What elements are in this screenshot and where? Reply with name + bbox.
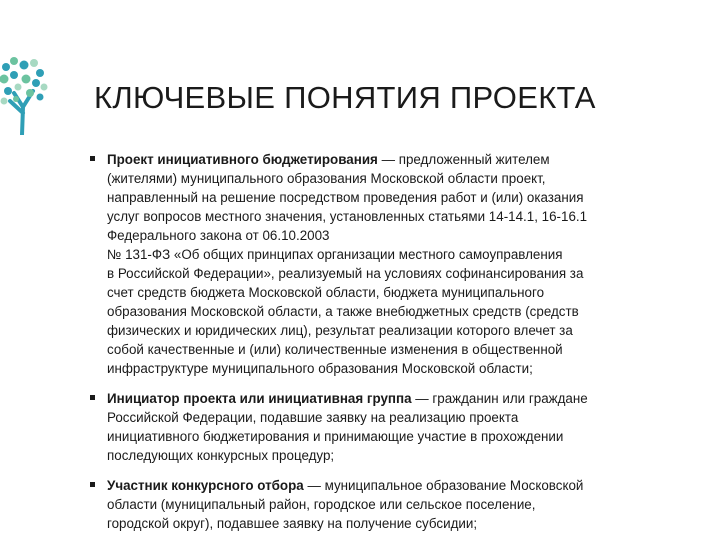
definition-line: городской округ), подавшее заявку на получение субсидии;: [107, 516, 478, 531]
bullet-marker: [90, 395, 95, 400]
definition-line: образования Московской области, а также внебюджетных средств (средств: [107, 304, 579, 319]
definitions-list: [88, 150, 688, 533]
term-label: Проект инициативного бюджетирования: [107, 152, 378, 167]
definition-line: счет средств бюджета Московской области, бюджета муниципального: [107, 285, 545, 300]
definition-line: № 131-ФЗ «Об общих принципах организации местного самоуправления: [107, 247, 563, 262]
page-title: КЛЮЧЕВЫЕ ПОНЯТИЯ ПРОЕКТА: [94, 80, 596, 115]
list-item-participant-definition: [88, 476, 688, 533]
list-item-project-definition: [88, 150, 688, 378]
definition-text: — предложенный жителем: [377, 152, 550, 167]
definition-line: инициативного бюджетирования и принимающие участие в прохождении: [107, 429, 564, 444]
definition-text: — муниципальное образование Московской: [303, 478, 584, 493]
bullet-marker: [90, 482, 95, 487]
definition-line: (жителями) муниципального образования Московской области проект,: [107, 171, 546, 186]
list-item-initiator-definition: [88, 389, 688, 465]
definition-line: инфраструктуре муниципального образования Московской области;: [107, 361, 533, 376]
definition-line: Федерального закона от 06.10.2003: [107, 228, 330, 243]
tree-logo-icon: [0, 55, 48, 135]
term-label: Участник конкурсного отбора: [107, 478, 304, 493]
list-item-first-line: [107, 150, 688, 169]
list-item-first-line: [107, 476, 688, 495]
definition-line: последующих конкурсных процедур;: [107, 448, 335, 463]
definition-text: — гражданин или граждане: [411, 391, 588, 406]
definition-line: области (муниципальный район, городское или сельское поселение,: [107, 497, 536, 512]
definition-line: собой качественные и (или) количественные изменения в общественной: [107, 342, 563, 357]
definition-line: Российской Федерации, подавшие заявку на реализацию проекта: [107, 410, 519, 425]
term-label: Инициатор проекта или инициативная группа: [107, 391, 412, 406]
definition-line: физических и юридических лиц), результат реализации которого влечет за: [107, 323, 573, 338]
definition-line: услуг вопросов местного значения, установленных статьями 14-14.1, 16-16.1: [107, 209, 588, 224]
definition-line: в Российской Федерации», реализуемый на условиях софинансирования за: [107, 266, 584, 281]
definition-line: направленный на решение посредством проведения работ и (или) оказания: [107, 190, 584, 205]
bullet-marker: [90, 156, 95, 161]
list-item-first-line: [107, 389, 688, 408]
